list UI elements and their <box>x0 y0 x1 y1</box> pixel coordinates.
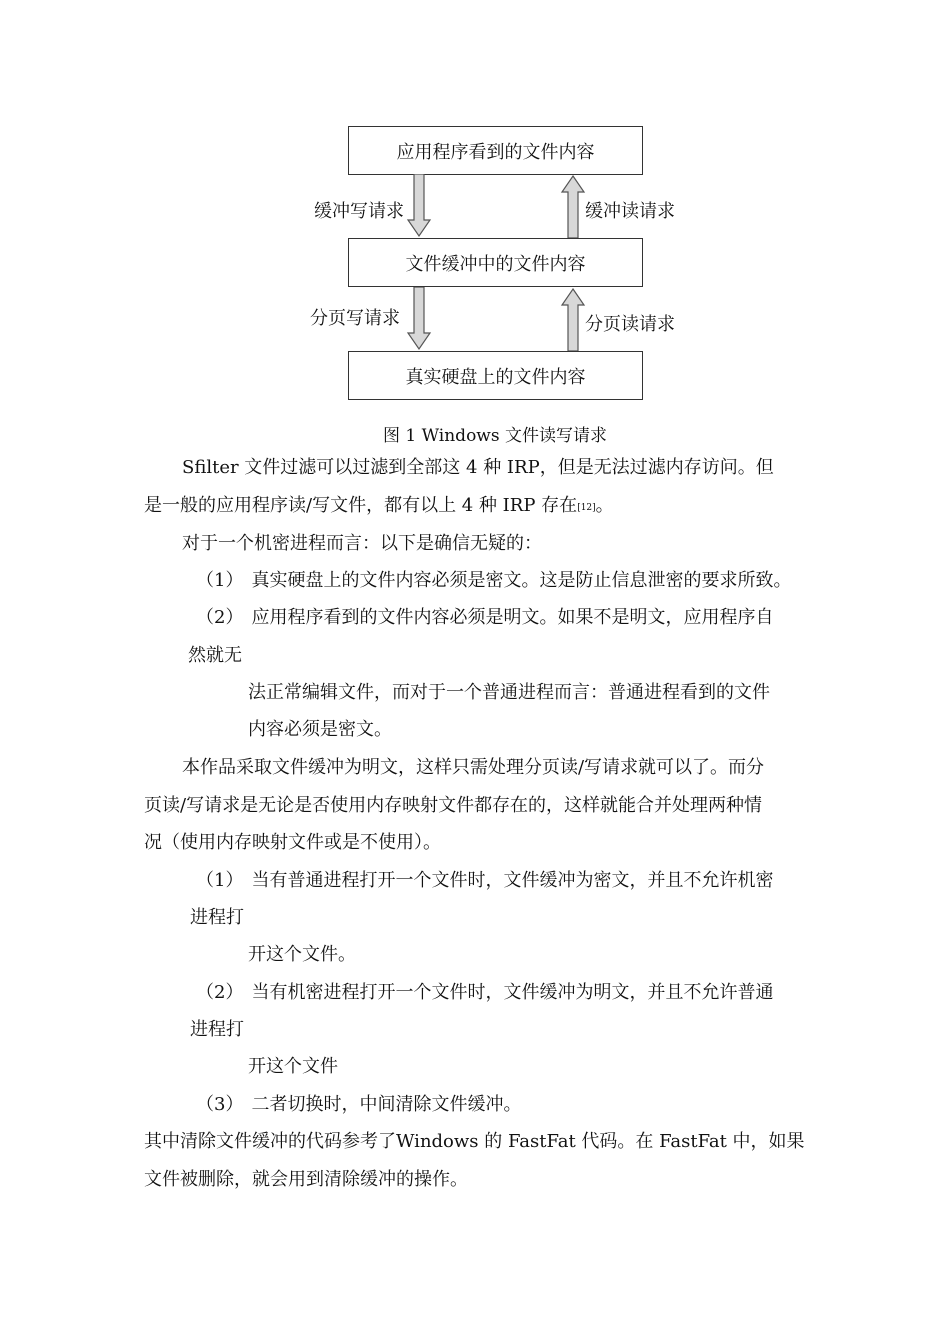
arrow-up-icon <box>560 174 586 238</box>
paragraph-line: 其中清除文件缓冲的代码参考了Windows 的 FastFat 代码。在 FastFat 中，如果 <box>144 1131 805 1152</box>
label-page-read: 分页读请求 <box>585 314 675 335</box>
citation-ref: [12] <box>577 503 596 513</box>
list-item-continuation: 法正常编辑文件，而对于一个普通进程而言：普通进程看到的文件 <box>248 682 770 703</box>
paragraph-line: 对于一个机密进程而言：以下是确信无疑的： <box>182 533 542 554</box>
box-application-content: 应用程序看到的文件内容 <box>348 126 643 175</box>
paragraph-line: Sfilter 文件过滤可以过滤到全部这 4 种 IRP，但是无法过滤内存访问。但 <box>182 457 774 478</box>
list-item-continuation: 开这个文件。 <box>248 944 356 965</box>
paragraph-line: 况（使用内存映射文件或是不使用）。 <box>144 832 441 853</box>
list-item-wrap: 进程打 <box>190 1019 244 1040</box>
list-item: （1） 真实硬盘上的文件内容必须是密文。这是防止信息泄密的要求所致。 <box>196 570 792 591</box>
arrow-up-icon <box>560 287 586 351</box>
arrow-down-icon <box>406 174 432 238</box>
paragraph-line: 文件被删除，就会用到清除缓冲的操作。 <box>144 1169 468 1190</box>
list-item-continuation: 内容必须是密文。 <box>248 719 392 740</box>
list-item: （2） 当有机密进程打开一个文件时，文件缓冲为明文，并且不允许普通 <box>196 982 774 1003</box>
arrow-down-icon <box>406 287 432 351</box>
label-cache-write: 缓冲写请求 <box>314 201 404 222</box>
list-item-continuation: 开这个文件 <box>248 1056 338 1077</box>
paragraph-line: 本作品采取文件缓冲为明文，这样只需处理分页读/写请求就可以了。而分 <box>182 757 765 778</box>
paragraph-line: 页读/写请求是无论是否使用内存映射文件都存在的，这样就能合并处理两种情 <box>144 795 763 816</box>
figure-caption: 图 1 Windows 文件读写请求 <box>383 426 607 446</box>
paragraph-line: 是一般的应用程序读/写文件，都有以上 4 种 IRP 存在[12]。 <box>144 495 614 516</box>
box-disk-content: 真实硬盘上的文件内容 <box>348 351 643 400</box>
label-cache-read: 缓冲读请求 <box>585 201 675 222</box>
list-item-wrap: 进程打 <box>190 907 244 928</box>
list-item: （1） 当有普通进程打开一个文件时，文件缓冲为密文，并且不允许机密 <box>196 870 774 891</box>
list-item: （2） 应用程序看到的文件内容必须是明文。如果不是明文，应用程序自 <box>196 607 774 628</box>
box-cache-content: 文件缓冲中的文件内容 <box>348 238 643 287</box>
list-item-wrap: 然就无 <box>188 645 242 666</box>
label-page-write: 分页写请求 <box>310 308 400 329</box>
list-item: （3） 二者切换时，中间清除文件缓冲。 <box>196 1094 522 1115</box>
